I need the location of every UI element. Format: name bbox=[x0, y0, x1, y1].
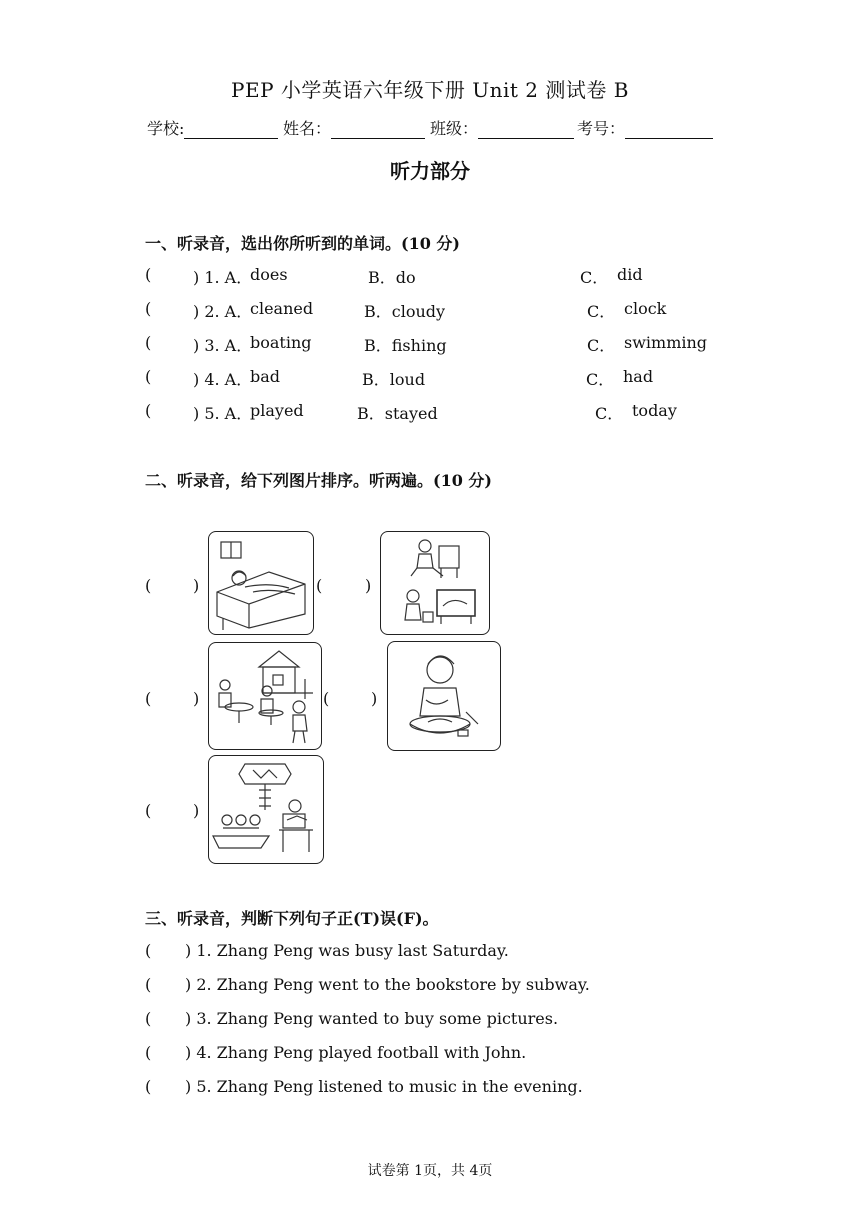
question-number: ) 1. A． bbox=[193, 268, 253, 287]
statement: ) 1. Zhang Peng was busy last Saturday. bbox=[185, 941, 509, 960]
option-c-label: C． bbox=[586, 370, 615, 389]
question-number: ) 2. A． bbox=[193, 302, 253, 321]
option-c: swimming bbox=[624, 333, 708, 352]
option-c: did bbox=[617, 265, 643, 284]
exam-title: PEP 小学英语六年级下册 Unit 2 测试卷 B bbox=[231, 78, 629, 102]
boy-washing-clothes-picture bbox=[387, 641, 501, 751]
part3-heading: 三、听录音，判断下列句子正(T)误(F)。 bbox=[145, 909, 439, 928]
school-label: 学校: bbox=[147, 119, 185, 138]
name-label: 姓名： bbox=[283, 119, 332, 138]
answer-close-paren: ) bbox=[193, 576, 200, 595]
open-paren: ( bbox=[145, 1077, 152, 1096]
answer-open-paren: ( bbox=[145, 801, 152, 820]
number-field bbox=[577, 116, 713, 139]
option-a: bad bbox=[250, 367, 281, 386]
option-c-label: C． bbox=[595, 404, 624, 423]
page-number: 试卷第 1页，共 4页 bbox=[367, 1163, 493, 1179]
option-a: played bbox=[250, 401, 304, 420]
school-blank[interactable] bbox=[184, 120, 278, 139]
option-c: today bbox=[632, 401, 677, 420]
name-blank[interactable] bbox=[331, 120, 425, 139]
question-number: ) 5. A． bbox=[193, 404, 253, 423]
open-paren: ( bbox=[145, 299, 152, 318]
number-label: 考号： bbox=[577, 119, 626, 138]
boy-sleeping-in-bed-picture bbox=[208, 531, 314, 635]
class-blank[interactable] bbox=[478, 120, 574, 139]
children-playing-and-watching-tv-picture bbox=[380, 531, 490, 635]
open-paren: ( bbox=[145, 333, 152, 352]
option-c: clock bbox=[624, 299, 667, 318]
option-c: had bbox=[623, 367, 654, 386]
open-paren: ( bbox=[145, 1009, 152, 1028]
option-a: cleaned bbox=[250, 299, 314, 318]
open-paren: ( bbox=[145, 941, 152, 960]
answer-close-paren: ) bbox=[371, 689, 378, 708]
option-c-label: C． bbox=[580, 268, 609, 287]
school-field bbox=[147, 116, 278, 139]
section-title: 听力部分 bbox=[390, 159, 470, 183]
name-field bbox=[283, 116, 425, 139]
open-paren: ( bbox=[145, 1043, 152, 1062]
part1-heading: 一、听录音，选出你所听到的单词。(10 分) bbox=[145, 234, 460, 253]
option-a: does bbox=[250, 265, 288, 284]
open-paren: ( bbox=[145, 401, 152, 420]
open-paren: ( bbox=[145, 367, 152, 386]
open-paren: ( bbox=[145, 265, 152, 284]
statement: ) 3. Zhang Peng wanted to buy some pictures. bbox=[185, 1009, 559, 1028]
answer-open-paren: ( bbox=[145, 689, 152, 708]
answer-open-paren: ( bbox=[145, 576, 152, 595]
option-b: B．stayed bbox=[357, 404, 438, 423]
option-c-label: C． bbox=[587, 336, 616, 355]
answer-close-paren: ) bbox=[193, 689, 200, 708]
open-paren: ( bbox=[145, 975, 152, 994]
option-b: B．loud bbox=[362, 370, 426, 389]
question-number: ) 4. A． bbox=[193, 370, 253, 389]
class-label: 班级： bbox=[430, 119, 479, 138]
option-c-label: C． bbox=[587, 302, 616, 321]
option-b: B．cloudy bbox=[364, 302, 446, 321]
statement: ) 2. Zhang Peng went to the bookstore by subway. bbox=[185, 975, 590, 994]
answer-open-paren: ( bbox=[316, 576, 323, 595]
answer-close-paren: ) bbox=[365, 576, 372, 595]
statement: ) 4. Zhang Peng played football with John. bbox=[185, 1043, 527, 1062]
answer-close-paren: ) bbox=[193, 801, 200, 820]
option-b: B．fishing bbox=[364, 336, 447, 355]
statement: ) 5. Zhang Peng listened to music in the evening. bbox=[185, 1077, 583, 1096]
option-b: B．do bbox=[368, 268, 416, 287]
children-boating-and-reading-picture bbox=[208, 755, 324, 864]
children-in-front-of-house-picture bbox=[208, 642, 322, 750]
answer-open-paren: ( bbox=[323, 689, 330, 708]
question-number: ) 3. A． bbox=[193, 336, 253, 355]
part2-heading: 二、听录音，给下列图片排序。听两遍。(10 分) bbox=[145, 471, 492, 490]
option-a: boating bbox=[250, 333, 312, 352]
class-field bbox=[430, 116, 574, 139]
number-blank[interactable] bbox=[625, 120, 713, 139]
